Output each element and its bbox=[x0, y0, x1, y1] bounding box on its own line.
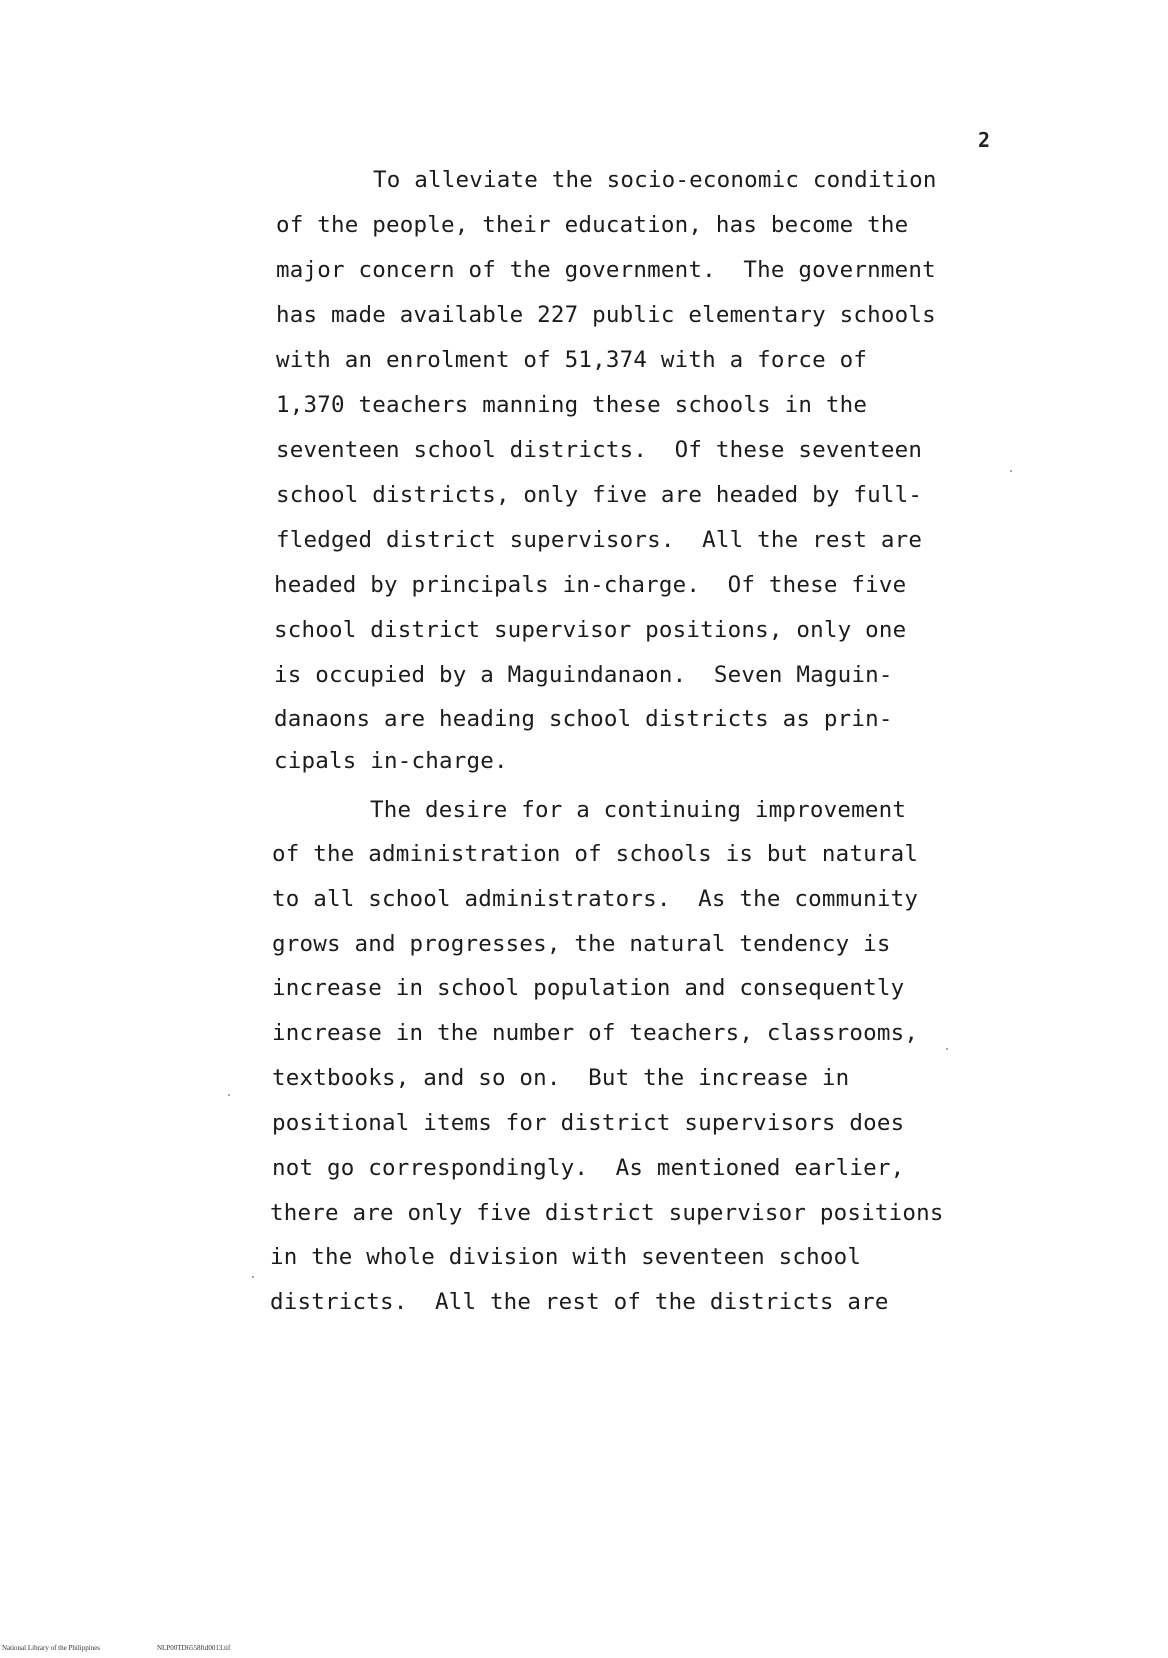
page-number: 2 bbox=[978, 128, 991, 152]
paragraph-2-line: there are only five district supervisor positions bbox=[270, 1200, 944, 1226]
paragraph-2-line: grows and progresses, the natural tendency is bbox=[272, 931, 891, 957]
paragraph-2-line: The desire for a continuing improvement bbox=[370, 797, 907, 823]
paragraph-1-line: cipals in-charge. bbox=[274, 748, 508, 774]
scan-speck bbox=[946, 1048, 948, 1050]
paragraph-1-line: major concern of the government. The government bbox=[276, 257, 936, 283]
paragraph-1-line: school districts, only five are headed by full- bbox=[276, 482, 923, 508]
paragraph-1-line: school district supervisor positions, only one bbox=[274, 617, 907, 643]
footer-file-id: NLP00TD6558ftd0013.tif bbox=[157, 1644, 231, 1652]
paragraph-2-line: textbooks, and so on. But the increase in bbox=[272, 1065, 850, 1091]
scan-speck bbox=[228, 1094, 230, 1096]
paragraph-1-line: is occupied by a Maguindanaon. Seven Maguin- bbox=[274, 662, 893, 688]
paragraph-1-line: danaons are heading school districts as prin- bbox=[274, 706, 893, 732]
paragraph-2-line: districts. All the rest of the districts are bbox=[270, 1289, 889, 1315]
paragraph-1-line: fledged district supervisors. All the rest are bbox=[276, 527, 923, 553]
paragraph-2-line: positional items for district supervisors does bbox=[272, 1110, 905, 1136]
paragraph-1-line: has made available 227 public elementary schools bbox=[276, 302, 936, 328]
paragraph-2-line: to all school administrators. As the community bbox=[272, 886, 919, 912]
paragraph-2-line: in the whole division with seventeen school bbox=[270, 1244, 862, 1270]
paragraph-1-line: 1,370 teachers manning these schools in the bbox=[276, 392, 868, 418]
footer-library-label: National Library of the Philippines bbox=[2, 1644, 100, 1652]
paragraph-2-line: increase in the number of teachers, classrooms, bbox=[272, 1020, 919, 1046]
paragraph-1-line: seventeen school districts. Of these seventeen bbox=[276, 437, 923, 463]
paragraph-2-line: increase in school population and consequently bbox=[272, 975, 905, 1001]
paragraph-1-line: of the people, their education, has become the bbox=[276, 212, 909, 238]
scan-speck bbox=[252, 1276, 254, 1278]
paragraph-2-line: not go correspondingly. As mentioned earlier, bbox=[272, 1155, 905, 1181]
paragraph-2-line: of the administration of schools is but natural bbox=[272, 841, 919, 867]
paragraph-1-line: headed by principals in-charge. Of these five bbox=[274, 572, 907, 598]
paragraph-1-line: with an enrolment of 51,374 with a force of bbox=[276, 347, 868, 373]
scan-speck bbox=[1010, 470, 1012, 472]
paragraph-1-line: To alleviate the socio-economic condition bbox=[373, 167, 937, 193]
